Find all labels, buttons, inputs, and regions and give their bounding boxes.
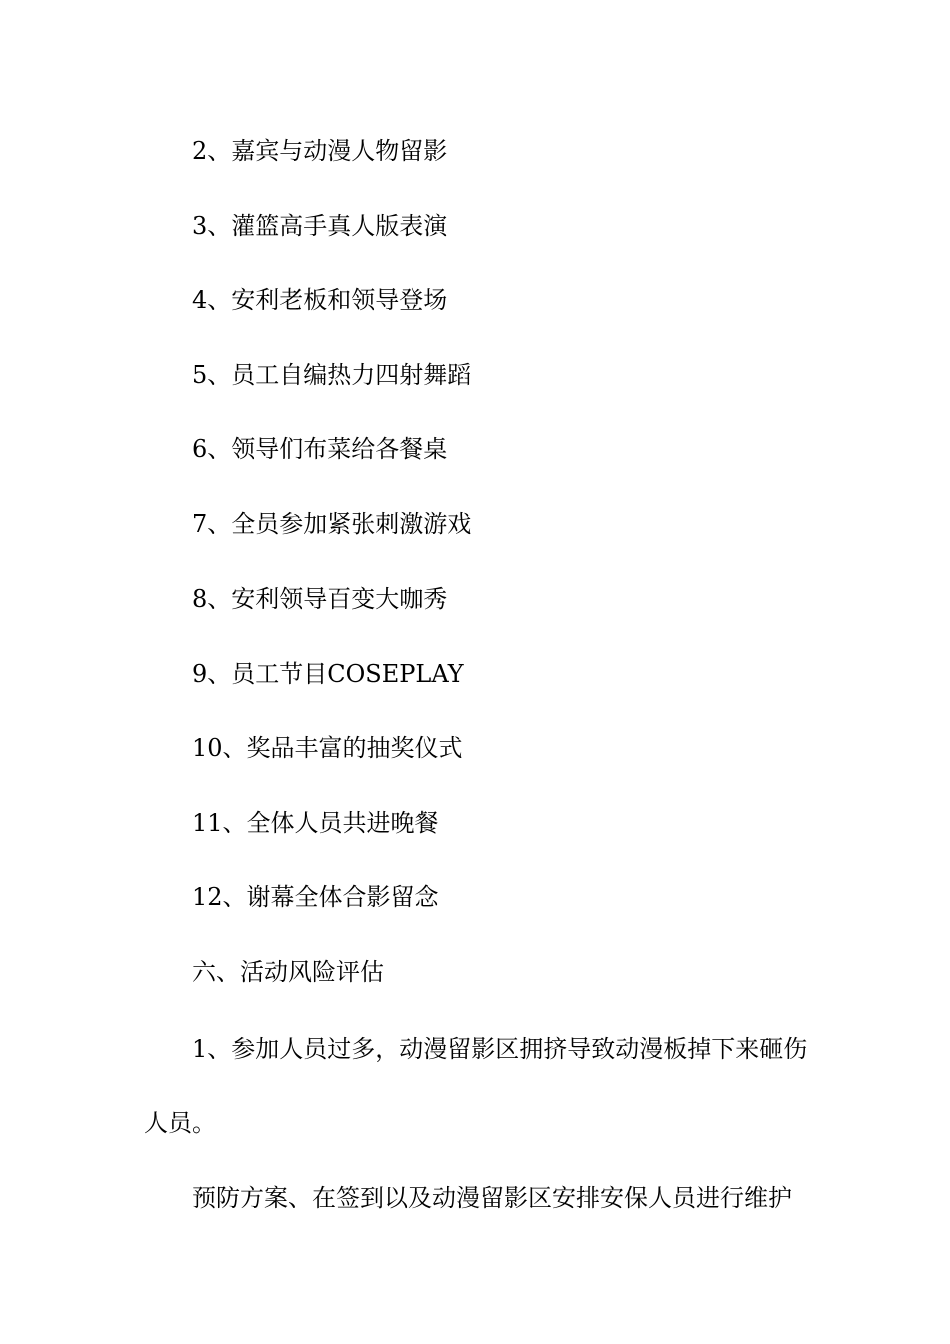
list-item-8: 8、安利领导百变大咖秀: [192, 585, 448, 613]
list-item-12: 12、谢幕全体合影留念: [192, 883, 439, 911]
list-item-7: 7、全员参加紧张刺激游戏: [192, 510, 472, 538]
list-item-2: 2、嘉宾与动漫人物留影: [192, 137, 448, 165]
section-heading: 六、活动风险评估: [192, 958, 384, 986]
list-item-10: 10、奖品丰富的抽奖仪式: [192, 734, 463, 762]
list-item-5: 5、员工自编热力四射舞蹈: [192, 361, 472, 389]
list-item-3: 3、灌篮高手真人版表演: [192, 212, 448, 240]
prevention-paragraph: 预防方案、在签到以及动漫留影区安排安保人员进行维护: [192, 1184, 792, 1212]
risk-paragraph-line-1: 1、参加人员过多，动漫留影区拥挤导致动漫板掉下来砸伤: [192, 1035, 808, 1063]
list-item-4: 4、安利老板和领导登场: [192, 286, 448, 314]
list-item-11: 11、全体人员共进晚餐: [192, 809, 439, 837]
risk-paragraph-line-2: 人员。: [144, 1109, 216, 1137]
list-item-6: 6、领导们布菜给各餐桌: [192, 435, 448, 463]
list-item-9: 9、员工节目COSEPLAY: [192, 660, 464, 688]
